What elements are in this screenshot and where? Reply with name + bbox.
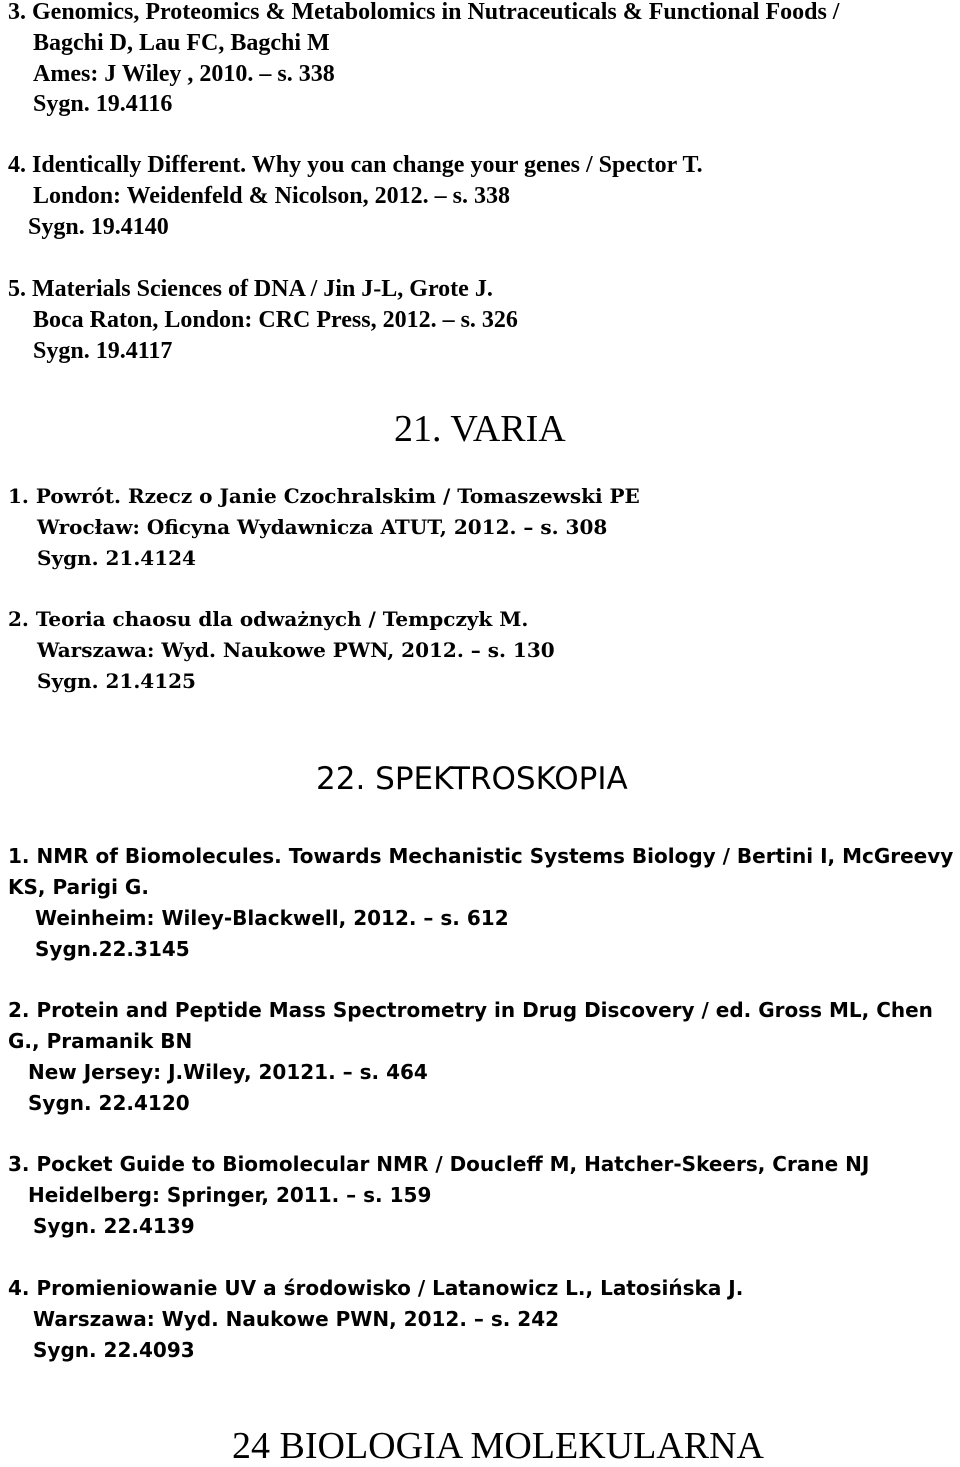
entry-title: 3. Pocket Guide to Biomolecular NMR / Doucleff M, Hatcher-Skeers, Crane NJ xyxy=(8,1152,870,1176)
entry-call-number: Sygn. 22.4139 xyxy=(33,1214,195,1238)
entry-call-number: Sygn. 19.4140 xyxy=(28,214,169,240)
entry-title: 2. Teoria chaosu dla odważnych / Tempczyk M. xyxy=(8,607,529,631)
section-heading: 24 BIOLOGIA MOLEKULARNA xyxy=(232,1425,764,1467)
entry-title: 4. Identically Different. Why you can change your genes / Spector T. xyxy=(8,152,703,178)
entry-imprint: Warszawa: Wyd. Naukowe PWN, 2012. – s. 242 xyxy=(33,1307,560,1331)
section-heading: 22. SPEKTROSKOPIA xyxy=(316,761,628,797)
entry-call-number: Sygn. 22.4093 xyxy=(33,1338,195,1362)
entry-imprint: Weinheim: Wiley-Blackwell, 2012. – s. 612 xyxy=(35,906,509,930)
entry-title: KS, Parigi G. xyxy=(8,875,149,899)
entry-call-number: Sygn. 19.4116 xyxy=(33,91,173,117)
entry-imprint: Wrocław: Oficyna Wydawnicza ATUT, 2012. – s. 308 xyxy=(37,515,608,539)
entry-imprint: Warszawa: Wyd. Naukowe PWN, 2012. – s. 130 xyxy=(37,638,555,662)
entry-call-number: Sygn. 21.4124 xyxy=(37,546,196,570)
entry-call-number: Sygn. 21.4125 xyxy=(37,669,196,693)
entry-imprint: London: Weidenfeld & Nicolson, 2012. – s. 338 xyxy=(33,183,510,209)
entry-title: 2. Protein and Peptide Mass Spectrometry in Drug Discovery / ed. Gross ML, Chen xyxy=(8,998,933,1022)
entry-imprint: Heidelberg: Springer, 2011. – s. 159 xyxy=(28,1183,432,1207)
entry-authors: Bagchi D, Lau FC, Bagchi M xyxy=(33,30,330,56)
entry-title: 1. Powrót. Rzecz o Janie Czochralskim / Tomaszewski PE xyxy=(8,484,640,508)
entry-call-number: Sygn.22.3145 xyxy=(35,937,190,961)
entry-call-number: Sygn. 19.4117 xyxy=(33,338,173,364)
section-heading: 21. VARIA xyxy=(394,408,566,450)
entry-imprint: Boca Raton, London: CRC Press, 2012. – s. 326 xyxy=(33,307,518,333)
entry-imprint: New Jersey: J.Wiley, 20121. – s. 464 xyxy=(28,1060,428,1084)
entry-title: 4. Promieniowanie UV a środowisko / Latanowicz L., Latosińska J. xyxy=(8,1276,744,1300)
entry-call-number: Sygn. 22.4120 xyxy=(28,1091,190,1115)
entry-title: 1. NMR of Biomolecules. Towards Mechanistic Systems Biology / Bertini I, McGreevy xyxy=(8,844,954,868)
entry-imprint: Ames: J Wiley , 2010. – s. 338 xyxy=(33,61,335,87)
entry-title: G., Pramanik BN xyxy=(8,1029,193,1053)
entry-title: 5. Materials Sciences of DNA / Jin J-L, Grote J. xyxy=(8,276,493,302)
entry-title: 3. Genomics, Proteomics & Metabolomics in Nutraceuticals & Functional Foods / xyxy=(8,0,840,25)
